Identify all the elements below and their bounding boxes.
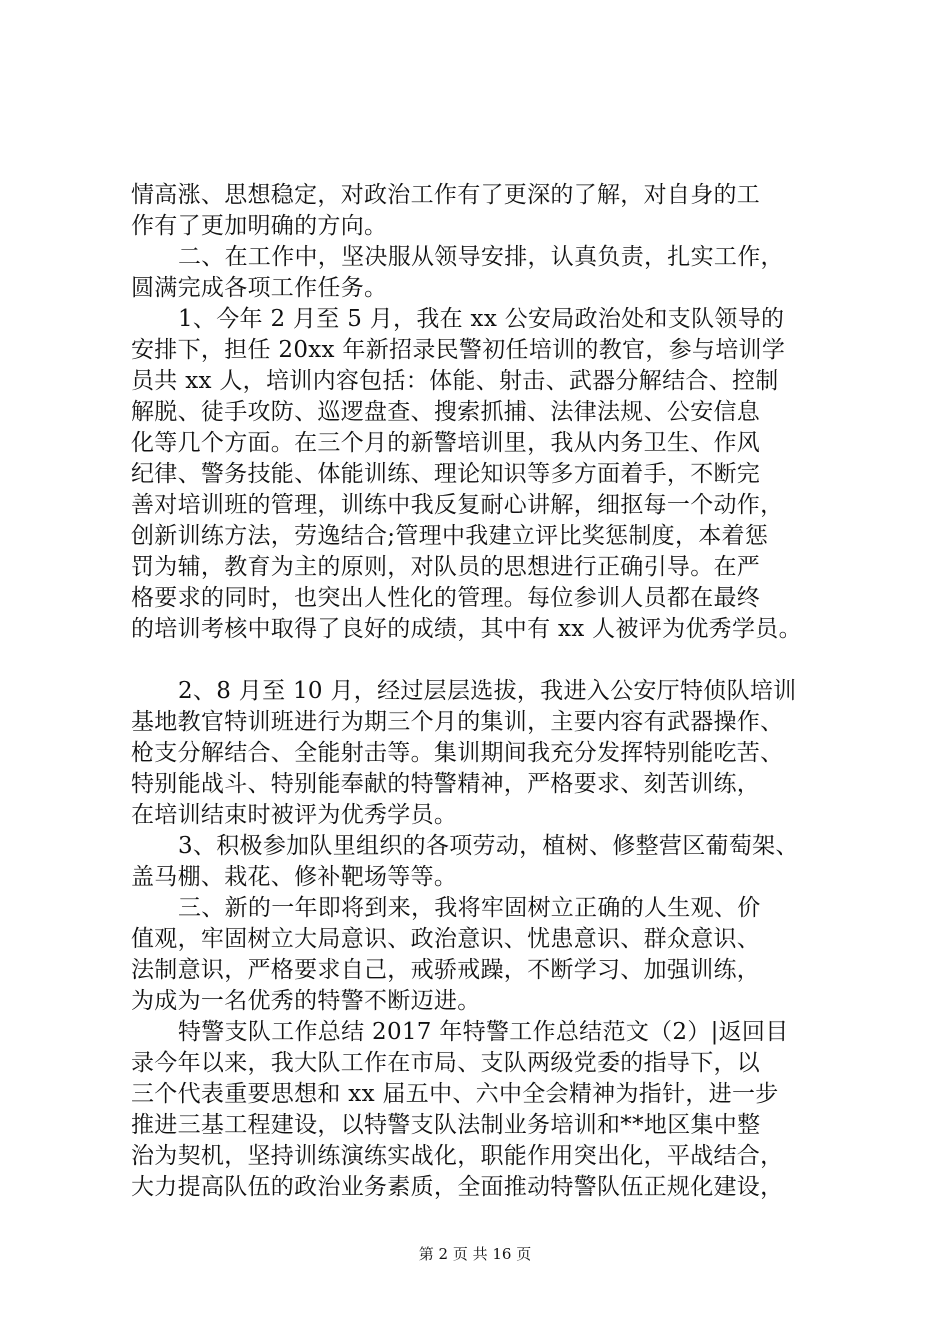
text-line: 枪支分解结合、全能射击等。集训期间我充分发挥特别能吃苦、	[131, 740, 784, 766]
text-line: 化等几个方面。在三个月的新警培训里，我从内务卫生、作风	[131, 430, 761, 456]
text-line: 治为契机，坚持训练演练实战化，职能作用突出化，平战结合，	[131, 1143, 784, 1169]
text-line: 的培训考核中取得了良好的成绩，其中有 xx 人被评为优秀学员。	[131, 616, 802, 642]
text-line: 值观，牢固树立大局意识、政治意识、忧患意识、群众意识、	[131, 926, 761, 952]
text-line: 盖马棚、栽花、修补靶场等等。	[131, 864, 458, 890]
text-line: 录今年以来，我大队工作在市局、支队两级党委的指导下，以	[131, 1050, 761, 1076]
text-line: 圆满完成各项工作任务。	[131, 275, 388, 301]
text-line: 法制意识，严格要求自己，戒骄戒躁，不断学习、加强训练，	[131, 957, 761, 983]
text-line: 3、积极参加队里组织的各项劳动，植树、修整营区葡萄架、	[178, 833, 799, 859]
text-line: 推进三基工程建设，以特警支队法制业务培训和**地区集中整	[131, 1112, 761, 1138]
text-line: 在培训结束时被评为优秀学员。	[131, 802, 458, 828]
text-line: 三、新的一年即将到来，我将牢固树立正确的人生观、价	[178, 895, 761, 921]
text-line: 员共 xx 人，培训内容包括：体能、射击、武器分解结合、控制	[131, 368, 779, 394]
page-number-footer: 第 2 页 共 16 页	[418, 1245, 532, 1263]
text-line: 二、在工作中，坚决服从领导安排，认真负责，扎实工作，	[178, 244, 784, 270]
text-line: 特警支队工作总结 2017 年特警工作总结范文（2）|返回目	[178, 1019, 789, 1045]
text-line: 创新训练方法，劳逸结合;管理中我建立评比奖惩制度，本着惩	[131, 523, 769, 549]
text-line: 三个代表重要思想和 xx 届五中、六中全会精神为指针，进一步	[131, 1081, 779, 1107]
text-line: 作有了更加明确的方向。	[131, 213, 388, 239]
text-line: 罚为辅，教育为主的原则，对队员的思想进行正确引导。在严	[131, 554, 761, 580]
text-line: 格要求的同时，也突出人性化的管理。每位参训人员都在最终	[131, 585, 761, 611]
text-line: 情高涨、思想稳定，对政治工作有了更深的了解，对自身的工	[131, 182, 761, 208]
text-line: 1、今年 2 月至 5 月，我在 xx 公安局政治处和支队领导的	[178, 306, 785, 332]
text-line: 善对培训班的管理，训练中我反复耐心讲解，细抠每一个动作，	[131, 492, 784, 518]
text-line: 基地教官特训班进行为期三个月的集训，主要内容有武器操作、	[131, 709, 784, 735]
text-line: 纪律、警务技能、体能训练、理论知识等多方面着手，不断完	[131, 461, 761, 487]
text-line: 解脱、徒手攻防、巡逻盘查、搜索抓捕、法律法规、公安信息	[131, 399, 761, 425]
text-line: 大力提高队伍的政治业务素质，全面推动特警队伍正规化建设，	[131, 1174, 784, 1200]
text-line: 为成为一名优秀的特警不断迈进。	[131, 988, 481, 1014]
text-line: 安排下，担任 20xx 年新招录民警初任培训的教官，参与培训学	[131, 337, 786, 363]
text-line: 2、8 月至 10 月，经过层层选拔，我进入公安厅特侦队培训	[178, 678, 797, 704]
text-line: 特别能战斗、特别能奉献的特警精神，严格要求、刻苦训练，	[131, 771, 761, 797]
